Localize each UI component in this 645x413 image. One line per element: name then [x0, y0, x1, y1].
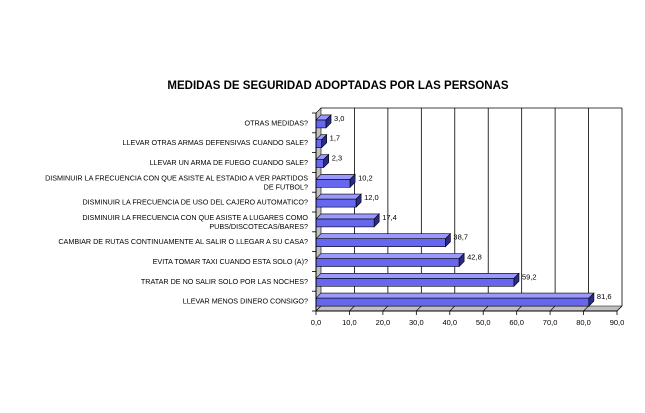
value-label: 10,2 — [358, 173, 373, 183]
bar — [316, 140, 322, 148]
value-label: 38,7 — [453, 232, 469, 242]
category-label: OTRAS MEDIDAS? — [244, 118, 308, 128]
bar — [316, 160, 324, 168]
category-label: DISMINUIR LA FRECUENCIA CON QUE ASISTE AL ESTADIO A VER PARTIDOS — [45, 173, 308, 183]
category-label: LLEVAR OTRAS ARMAS DEFENSIVAS CUANDO SALE? — [122, 138, 308, 148]
value-label: 42,8 — [467, 252, 482, 262]
value-label: 2,3 — [331, 153, 343, 163]
x-tick-label: 90,0 — [609, 318, 625, 327]
bar-top — [316, 214, 379, 219]
x-tick-label: 10,0 — [342, 318, 357, 327]
category-label: LLEVAR MENOS DINERO CONSIGO? — [182, 296, 308, 306]
bar — [316, 239, 445, 247]
bar-top — [316, 254, 464, 259]
category-label: PUBS/DISCOTECAS/BARES? — [209, 221, 308, 231]
bar-top — [316, 273, 519, 278]
chart-title: MEDIDAS DE SEGURIDAD ADOPTADAS POR LAS PERSONAS — [167, 80, 509, 92]
x-tick-label: 40,0 — [442, 318, 458, 327]
value-label: 17,4 — [382, 212, 397, 222]
category-label: DE FUTBOL? — [263, 182, 308, 192]
x-tick-label: 50,0 — [475, 318, 491, 327]
plot-floor — [316, 306, 622, 311]
value-label: 1,7 — [329, 133, 341, 143]
x-tick-label: 20,0 — [375, 318, 391, 327]
bar — [316, 179, 350, 187]
x-tick-label: 70,0 — [542, 318, 558, 327]
x-tick-labels — [311, 318, 625, 327]
category-label: DISMINUIR LA FRECUENCIA DE USO DEL CAJERO AUTOMATICO? — [82, 197, 308, 207]
bar — [316, 278, 514, 286]
category-label: LLEVAR UN ARMA DE FUEGO CUANDO SALE? — [149, 158, 308, 167]
x-tick-label: 0,0 — [310, 318, 322, 327]
category-label: EVITA TOMAR TAXI CUANDO ESTA SOLO (A)? — [152, 257, 308, 266]
bar-top — [316, 194, 361, 199]
category-label: CAMBIAR DE RUTAS CONTINUAMENTE AL SALIR O LLEGAR A SU CASA? — [58, 237, 308, 247]
value-label: 59,2 — [521, 272, 537, 282]
value-label: 81,6 — [596, 292, 612, 302]
bar — [316, 259, 459, 267]
x-tick-label: 60,0 — [509, 318, 524, 327]
category-label: DISMINUIR LA FRECUENCIA CON QUE ASISTE A LUGARES COMO — [82, 212, 308, 222]
bar — [316, 298, 589, 306]
category-label: TRATAR DE NO SALIR SOLO POR LAS NOCHES? — [140, 276, 308, 286]
value-label: 3,0 — [334, 113, 345, 123]
bar — [316, 219, 374, 227]
bar-top — [316, 234, 450, 239]
category-labels — [45, 118, 308, 305]
bar-top — [316, 174, 355, 179]
x-tick-label: 80,0 — [576, 318, 591, 327]
bar-top — [316, 293, 594, 298]
value-label: 12,0 — [364, 193, 379, 203]
bar — [316, 199, 356, 207]
x-tick-label: 30,0 — [409, 318, 424, 327]
bar — [316, 120, 326, 128]
